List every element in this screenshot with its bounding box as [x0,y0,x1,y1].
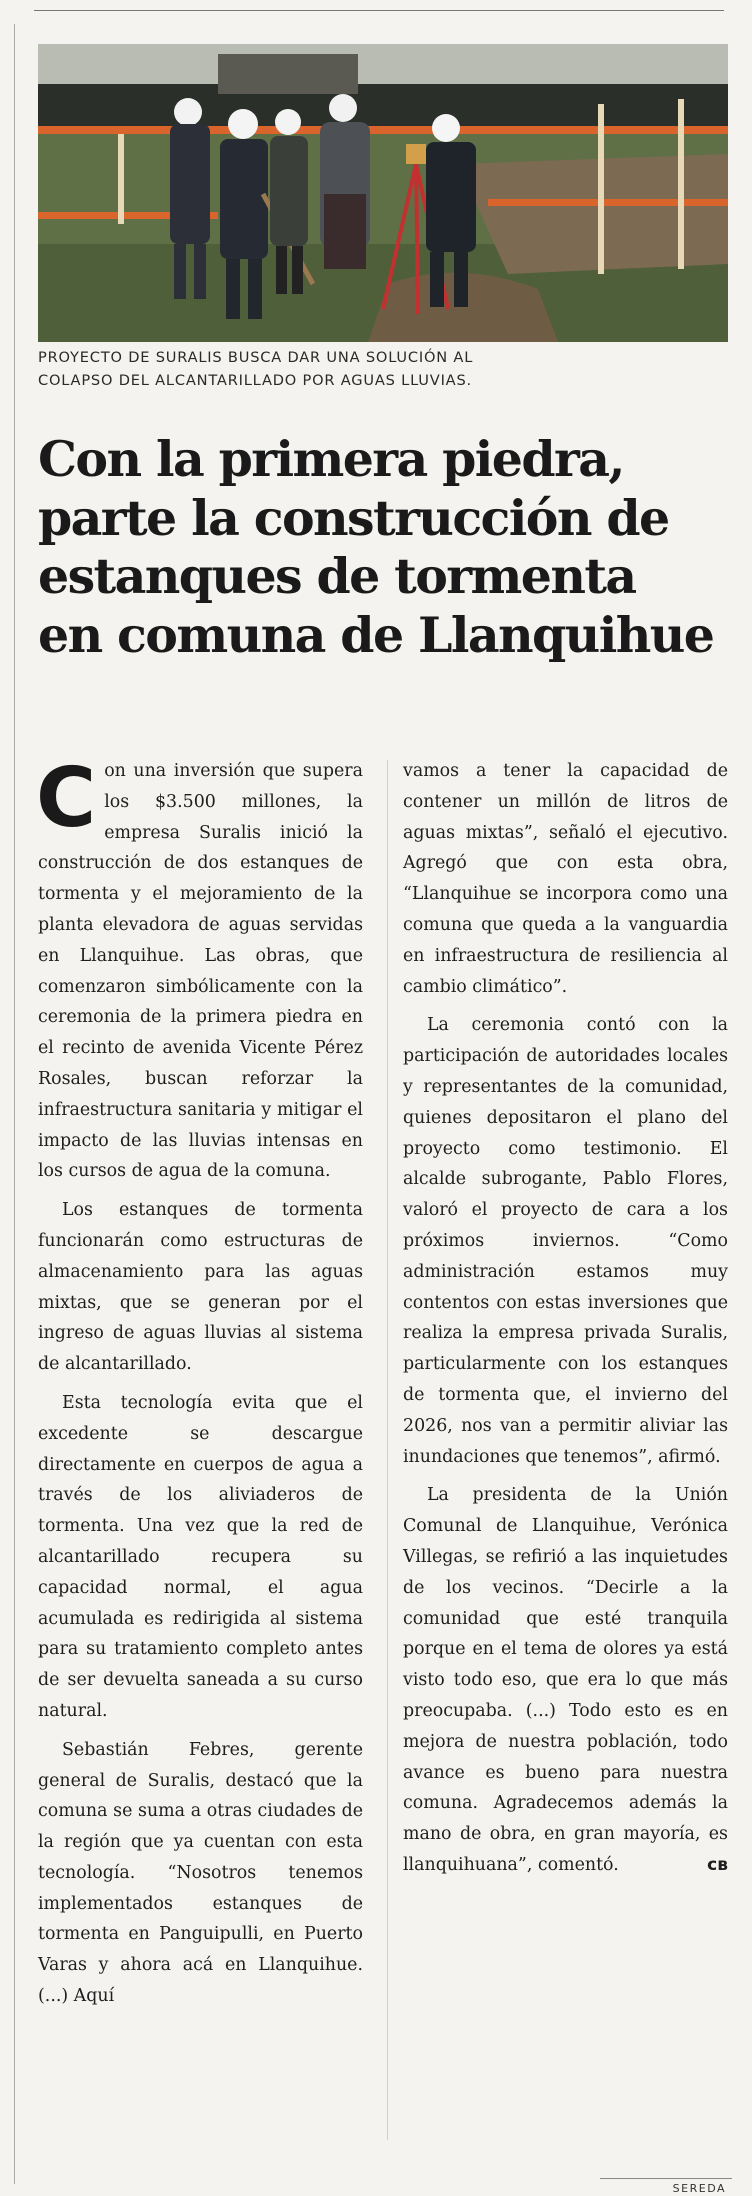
article-column-right [403,756,728,1889]
article-paragraph: Los estanques de tormenta funcionarán como estructuras de almacenamiento para las aguas mixtas, que se generan por el ingreso de aguas lluvias al sistema de alcantarillado. [38,1200,363,1375]
footer-rule [600,2178,732,2179]
article-column-left [36,751,363,2020]
headline-line-3: estanques de tormenta [38,547,636,605]
article-paragraph [36,751,363,1187]
top-rule [34,10,724,11]
headline-line-2: parte la construcción de [38,488,669,547]
left-margin-rule [14,24,15,2184]
headline-line-1: Con la primera piedra, [38,430,624,488]
construction-ceremony-illustration [38,44,728,342]
headline-line-4: en comuna de Llanquihue [38,605,714,664]
column-divider [387,760,388,2140]
paragraph-text: on una inversión que supera los $3.500 millones, la empresa Suralis inició la construcción de dos estanques de tormenta y el mejoramiento de la planta elevadora de aguas servidas en Llanquihue. Las obras, que comenzaron simbólicamente con la ceremonia de la primera piedra en el recinto de avenida Vicente Pérez Rosales, buscan reforzar la infraestructura sanitaria y mitigar el impacto de las lluvias intensas en los cursos de agua de la comuna. [38,761,363,1182]
article-paragraph [403,1480,728,1880]
article-paragraph: vamos a tener la capacidad de contener un millón de litros de aguas mixtas”, señaló el ejecutivo. Agregó que con esta obra, “Llanquihue se incorpora como una comuna que queda a la vanguardia en infraestructura de resiliencia al cambio climático”. [403,761,728,997]
photo-caption [38,346,728,392]
footer-label: SEREDA [672,2182,726,2195]
article-photo [38,44,728,342]
caption-line-1: PROYECTO DE SURALIS BUSCA DAR UNA SOLUCIÓN AL [38,349,474,366]
article-paragraph: Esta tecnología evita que el excedente se descargue directamente en cuerpos de agua a través de los aliviaderos de tormenta. Una vez que la red de alcantarillado recupera su capacidad normal, el agua acumulada es redirigida al sistema para su tratamiento completo antes de ser devuelta saneada a su curso natural. [38,1392,363,1721]
caption-line-2: COLAPSO DEL ALCANTARILLADO POR AGUAS LLUVIAS. [38,372,472,389]
drop-cap: C [36,751,97,846]
article-paragraph: Sebastián Febres, gerente general de Suralis, destacó que la comuna se suma a otras ciudades de la región que ya cuentan con esta tecnología. “Nosotros tenemos implementados estanques de tormenta en Panguipulli, en Puerto Varas y ahora acá en Llanquihue. (...) Aquí [38,1739,363,2007]
paragraph-text: La presidenta de la Unión Comunal de Llanquihue, Verónica Villegas, se refirió a las inquietudes de los vecinos. “Decirle a la comunidad que esté tranquila porque en el tema de olores ya está visto todo eso, que era lo que más preocupaba. (...) Todo esto es en mejora de nuestra población, todo avance es bueno para nuestra comuna. Agradecemos además la mano de obra, en gran mayoría, es llanquihuana”, comentó. [403,1485,728,1875]
article-paragraph: La ceremonia contó con la participación de autoridades locales y representantes de la comunidad, quienes depositaron el plano del proyecto como testimonio. El alcalde subrogante, Pablo Flores, valoró el proyecto de cara a los próximos inviernos. “Como administración estamos muy contentos con estas inversiones que realiza la empresa privada Suralis, particularmente con los estanques de tormenta que, el invierno del 2026, nos van a permitir aliviar las inundaciones que tenemos”, afirmó. [403,1015,728,1467]
article-headline [38,430,738,664]
end-of-article-icon: cв [707,1854,728,1875]
